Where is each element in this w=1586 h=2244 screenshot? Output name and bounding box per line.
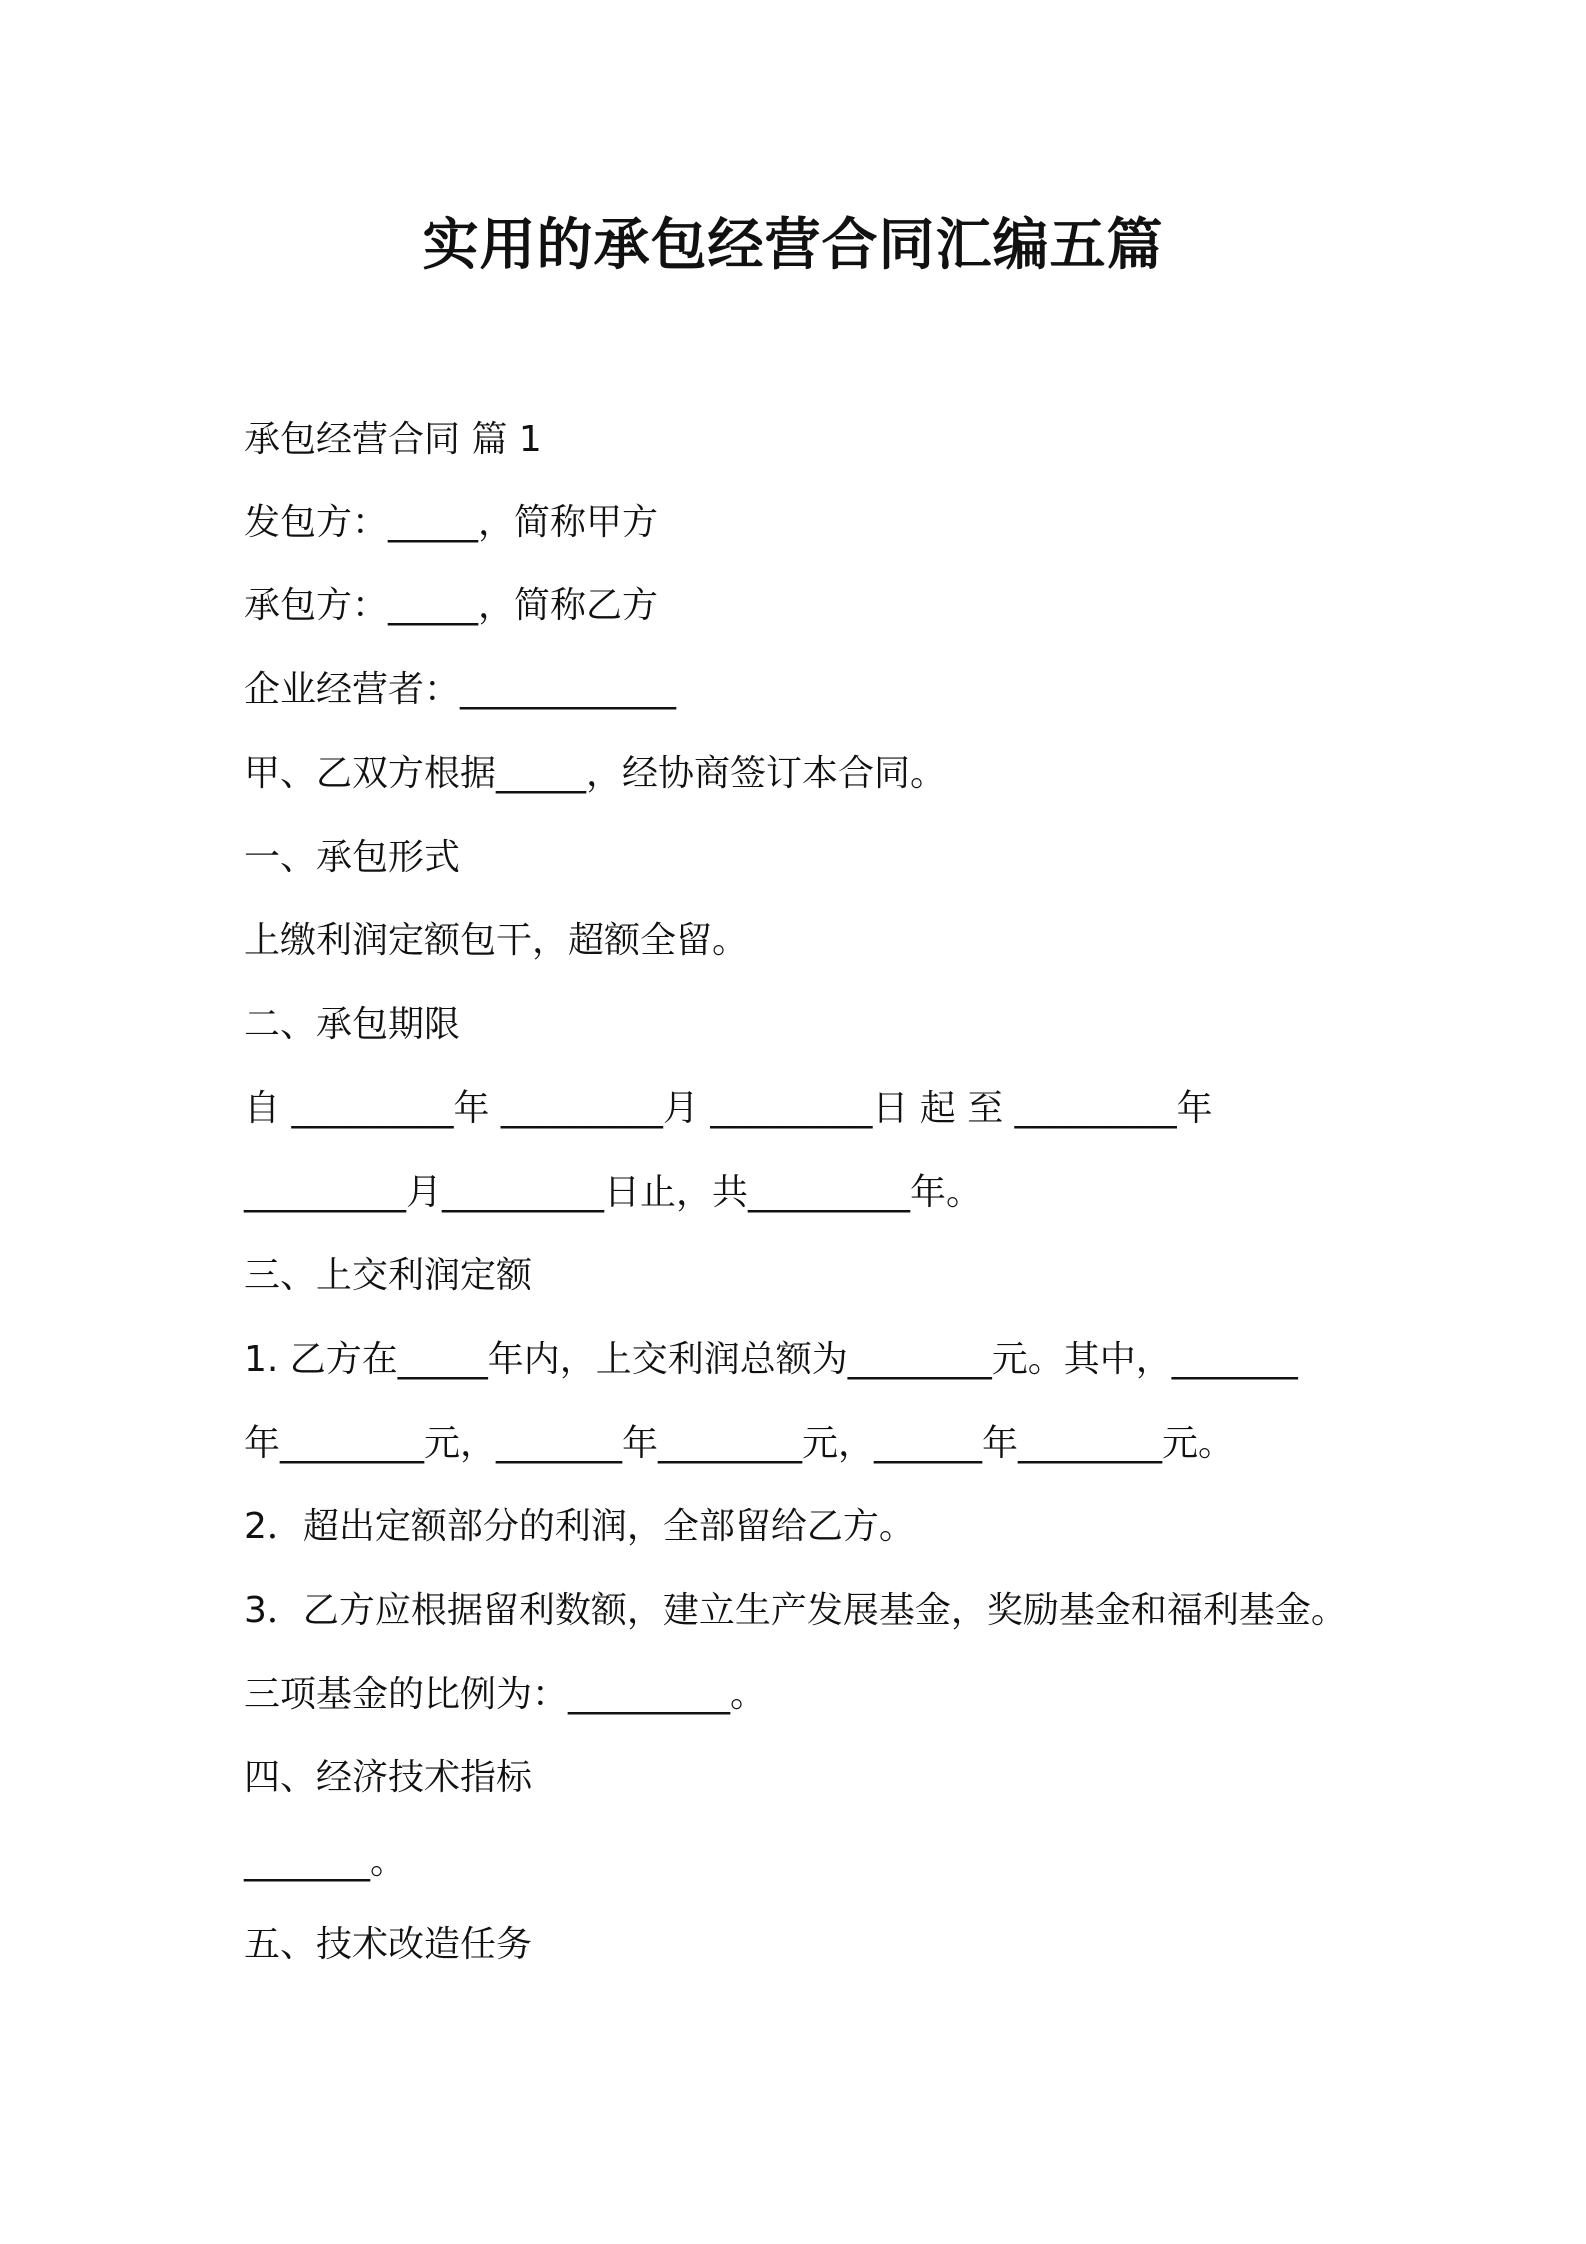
paragraph: 2．超出定额部分的利润，全部留给乙方。 <box>244 1506 915 1547</box>
document-title: 实用的承包经营合同汇编五篇 <box>422 213 1164 278</box>
paragraph: 自 _________年 _________月 _________日 起 至 _________年 <box>244 1088 1213 1129</box>
paragraph: 1. 乙方在_____年内，上交利润总额为________元。其中，_______ <box>244 1339 1298 1380</box>
paragraph: 3．乙方应根据留利数额，建立生产发展基金，奖励基金和福利基金。 <box>244 1590 1347 1631</box>
clause-heading: 三、上交利润定额 <box>244 1255 533 1296</box>
paragraph: _________月_________日止，共_________年。 <box>244 1172 983 1213</box>
paragraph: 发包方：_____，简称甲方 <box>244 502 659 543</box>
paragraph: 年________元，_______年________元，______年________元。 <box>244 1423 1234 1464</box>
paragraph: 承包方：_____，简称乙方 <box>244 585 659 626</box>
paragraph: 上缴利润定额包干，超额全留。 <box>244 920 749 961</box>
paragraph: 三项基金的比例为：_________。 <box>244 1674 767 1715</box>
clause-heading: 四、经济技术指标 <box>244 1757 533 1798</box>
paragraph: 企业经营者：____________ <box>244 669 677 710</box>
clause-heading: 二、承包期限 <box>244 1004 461 1045</box>
section-heading: 承包经营合同 篇 1 <box>244 419 542 460</box>
paragraph: 甲、乙双方根据_____，经协商签订本合同。 <box>244 753 947 794</box>
paragraph: _______。 <box>244 1841 407 1882</box>
clause-heading: 五、技术改造任务 <box>244 1924 533 1965</box>
clause-heading: 一、承包形式 <box>244 837 461 878</box>
